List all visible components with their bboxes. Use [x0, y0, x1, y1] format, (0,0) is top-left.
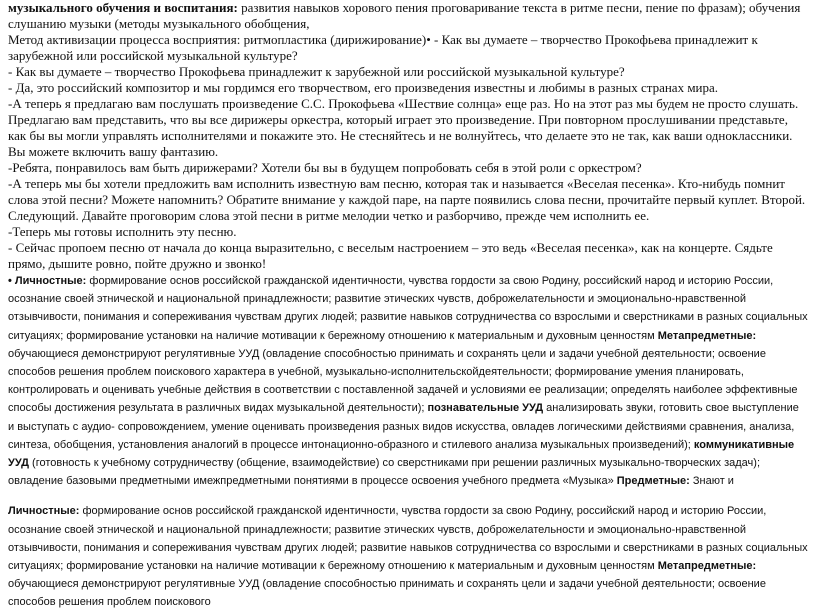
- paragraph-goals: [8, 0, 808, 32]
- goals-heading: музыкального обучения и воспитания:: [8, 0, 238, 15]
- subject-label: Предметные:: [616, 475, 690, 488]
- dialogue-line: -А теперь мы бы хотели предложить вам исполнить известную вам песню, которая так и называется «Веселая песенка». Кто-нибудь помнит слова этой песни? Можете напомнить? Обратите внимание у каждой паре, на парте появились слова песни, прочитайте первый куплет. Второй. Следующий. Давайте проговорим слова этой песни в ритме мелодии четко и разборчиво, прежде чем исполнить ее.: [8, 176, 806, 223]
- dialogue-line: - Как вы думаете – творчество Прокофьева принадлежит к зарубежной или российской музыкальной культуре?: [8, 64, 625, 79]
- cognitive-label: познавательные УУД: [427, 402, 544, 415]
- meta-label: Метапредметные:: [657, 560, 757, 573]
- results-block-1: [8, 272, 808, 490]
- paragraph-method: Метод активизации процесса восприятия: ритмопластика (дирижирование)• - Как вы думаете – творчество Прокофьева принадлежит к зарубежной или российской музыкальной культуре?: [8, 32, 758, 63]
- meta-text: обучающиеся демонстрируют регулятивные УУД (овладение способностью принимать и сохранять цели и задачи учебной деятельности; освоение способов решения проблем поискового: [8, 578, 766, 609]
- dialogue-line: -Теперь мы готовы исполнить эту песню.: [8, 224, 237, 239]
- dialogue-line: - Да, это российский композитор и мы гордимся его творчеством, его произведения известны и любимы в разных странах мира.: [8, 80, 719, 95]
- meta-text: обучающиеся демонстрируют регулятивные УУД (овладение способностью принимать и сохранять цели и задачи учебной деятельности; освоение способов решения проблем поискового характера в учебной, музыкально-исполнительскойдеятельности; формирование умения планировать, контролировать и оценивать учебные действия в соответствии с поставленной задачей и условиями ее реализации; определять наиболее эффективные способы достижения результата в различных видах музыкальной деятельности);: [8, 347, 798, 415]
- personal-text: формирование основ российской гражданской идентичности, чувства гордости за свою Родину, российский народ и историю России, осознание своей этнической и национальной принадлежности; развитие этических чувств, доброжелательности и эмоционально-нравственной отзывчивости, понимания и сопереживания чувствам других людей; развитие навыков сотрудничества со взрослыми и сверстниками в разных социальных ситуациях; формирование установки на наличие мотивации к бережному отношению к материальным и духовным ценностям: [8, 505, 808, 573]
- personal-label: Личностные:: [8, 505, 80, 518]
- paragraph-gap: [8, 490, 808, 502]
- results-paragraph: [8, 272, 808, 490]
- goals-text: развития навыков хорового пения проговаривание текста в ритме песни, пение по фразам); обучения слушанию музыки (методы музыкального обобщения,: [8, 0, 801, 31]
- dialogue-line: -А теперь я предлагаю вам послушать произведение С.С. Прокофьева «Шествие солнца» еще раз. Но на этот раз мы будем не просто слушать. Предлагаю вам представить, что вы все дирижеры оркестра, который играет это произведение. При повторном прослушивании представьте, как бы вы могли управлять исполнителями и покажите это. Не стесняйтесь и не волнуйтесь, что делаете это не так, как ваши одноклассники. Вы можете включить вашу фантазию.: [8, 96, 799, 159]
- personal-label: Личностные:: [14, 275, 87, 287]
- lesson-dialogue: [8, 0, 808, 272]
- dialogue-line: -Ребята, понравилось вам быть дирижерами? Хотели бы вы в будущем попробовать себя в этой роли с оркестром?: [8, 160, 642, 175]
- communicative-label: коммуникативные УУД: [8, 438, 795, 470]
- results-block-2: [8, 502, 808, 611]
- meta-label: Метапредметные:: [657, 329, 757, 342]
- personal-text: формирование основ российской гражданской идентичности, чувства гордости за свою Родину, российский народ и историю России, осознание своей этнической и национальной принадлежности; развитие этических чувств, доброжелательности и эмоционально-нравственной отзывчивости, понимания и сопереживания чувствам других людей; развитие навыков сотрудничества со взрослыми и сверстниками в разных социальных ситуациях; формирование установки на наличие мотивации к бережному отношению к материальным и духовным ценностям: [8, 275, 808, 342]
- dialogue-line: - Сейчас пропоем песню от начала до конца выразительно, с веселым настроением – это ведь «Веселая песенка», как на концерте. Сядьте прямо, дышите ровно, пойте дружно и звонко!: [8, 240, 773, 271]
- document-page: [8, 0, 808, 612]
- communicative-text: (готовность к учебному сотрудничеству (общение, взаимодействие) со сверстниками при решении различных музыкально-творческих задач); овладение базовыми предметными имежпредметными понятиями в процессе освоения учебного предмета «Музыка»: [8, 457, 761, 488]
- results-paragraph: [8, 502, 808, 611]
- bullet-icon: •: [8, 275, 12, 287]
- cognitive-text: анализировать звуки, готовить свое выступление и выступать с аудио- сопровождением, умение оценивать произведения разных видов искусства, овладев логическими действиями сравнения, анализа, синтеза, обобщения, установления аналогий в процессе интонационно-образного и стилевого анализа музыкальных произведений);: [8, 402, 799, 451]
- subject-text: Знают и: [689, 475, 734, 488]
